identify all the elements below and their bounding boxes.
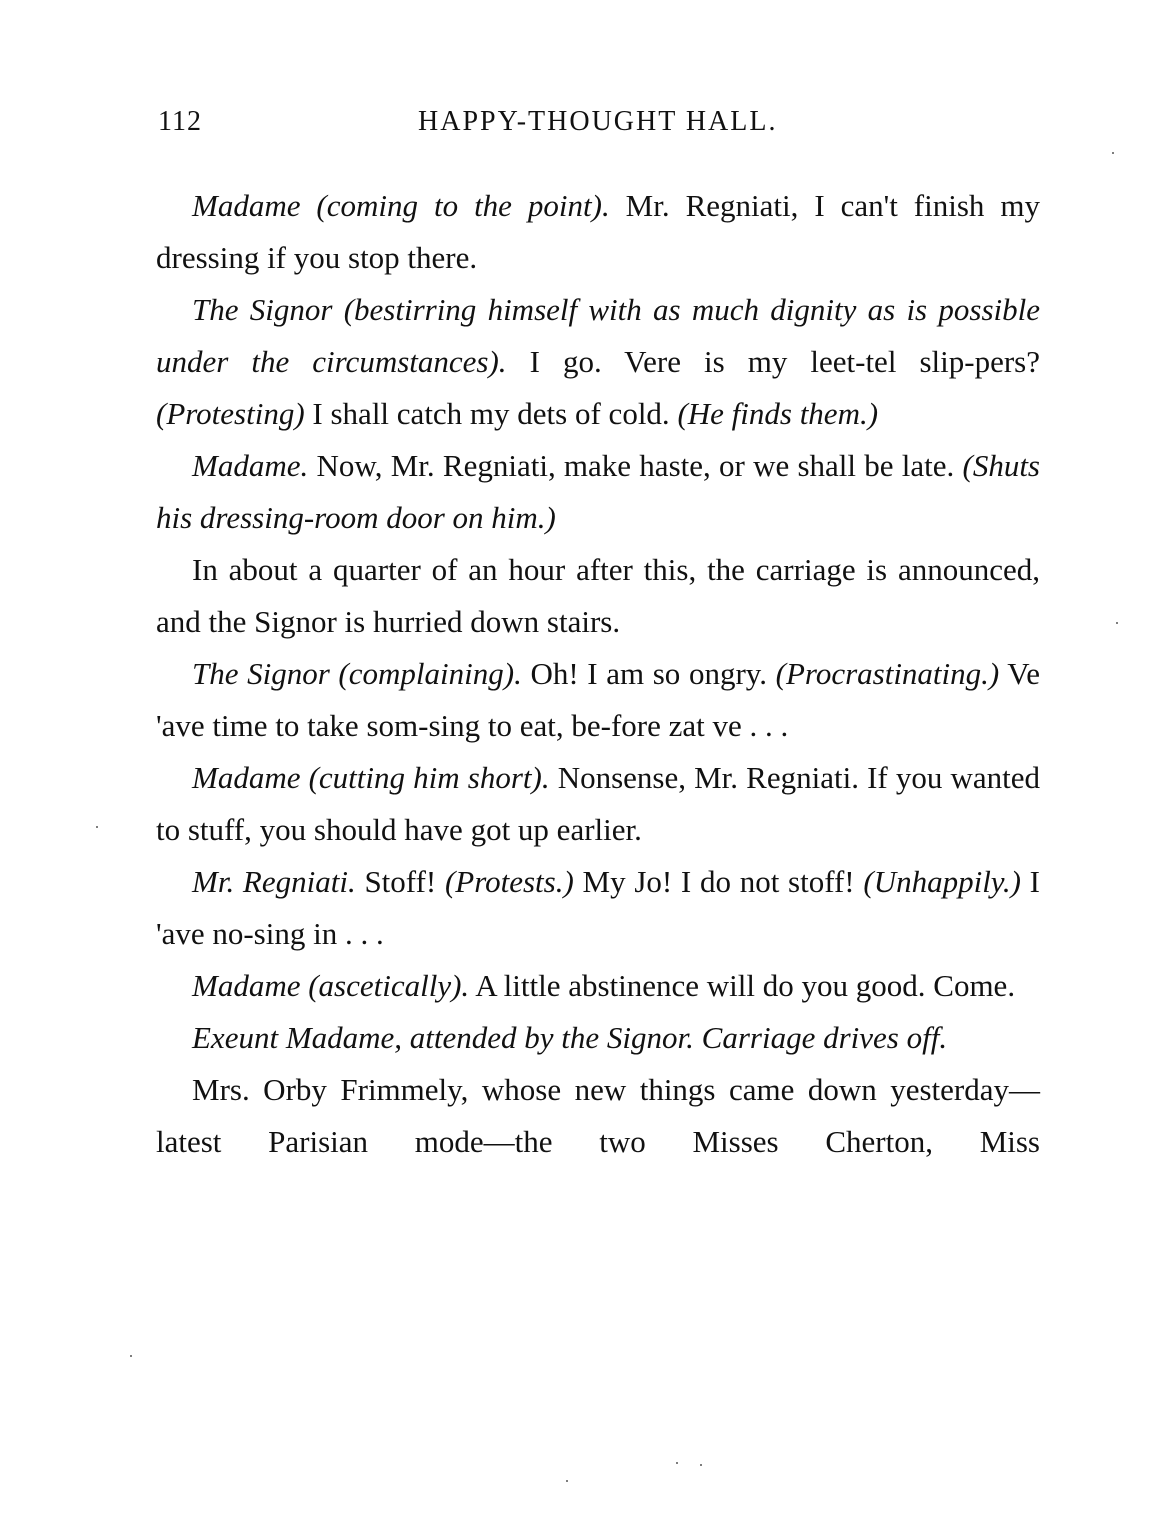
stage-direction-text: (Protests.) [444, 864, 574, 899]
paragraph [156, 440, 1040, 544]
stage-direction-text: Mr. Regniati. [192, 864, 356, 899]
paragraph-text: Now, Mr. Regniati, make haste, or we shall be late. [308, 448, 963, 483]
page-number: 112 [158, 106, 202, 137]
running-title: HAPPY-THOUGHT HALL. [418, 106, 778, 137]
scan-speck [96, 826, 98, 828]
scan-speck [676, 1462, 678, 1464]
paragraph-text: Mr. Regniati, I can't finish my dressing if you stop there. [156, 188, 1040, 275]
paragraph [156, 960, 1040, 1012]
paragraph-text: Oh! I am so ongry. [521, 656, 776, 691]
paragraph [156, 752, 1040, 856]
scan-speck [1112, 152, 1114, 154]
paragraph-text: Mrs. Orby Frimmely, whose new things came down yesterday—latest Parisian mode—the two Misses Cherton, Miss [156, 1072, 1040, 1159]
paragraph-text: Ve 'ave time to take som-sing to eat, be-fore zat ve . . . [156, 656, 1041, 743]
paragraph-text: Stoff! [355, 864, 445, 899]
stage-direction-text: (Procrastinating.) [775, 656, 1000, 691]
stage-direction-text: (Protesting) [156, 396, 305, 431]
stage-direction-text: The Signor (complaining). [192, 656, 522, 691]
body-text [156, 180, 1040, 1168]
paragraph-text: Nonsense, Mr. Regniati. If you wanted to stuff, you should have got up earlier. [156, 760, 1040, 847]
page-header [158, 106, 1038, 146]
paragraph [156, 1012, 1040, 1064]
stage-direction-text: (Shuts his dressing-room door on him.) [156, 448, 1040, 535]
stage-direction-text: Madame (coming to the point). [192, 188, 610, 223]
scan-speck [700, 1464, 702, 1466]
stage-direction-text: Madame. [192, 448, 309, 483]
paragraph-text: I go. Vere is my leet-tel slip-pers? [506, 344, 1040, 379]
scan-speck [130, 1355, 132, 1357]
paragraph-text: A little abstinence will do you good. Come. [469, 968, 1016, 1003]
stage-direction-text: (He finds them.) [677, 396, 879, 431]
paragraph [156, 1064, 1040, 1168]
paragraph [156, 544, 1040, 648]
paragraph-text: In about a quarter of an hour after this, the carriage is announced, and the Signor is hurried down stairs. [156, 552, 1040, 639]
stage-direction-text: Exeunt Madame, attended by the Signor. Carriage drives off. [192, 1020, 948, 1055]
paragraph [156, 648, 1040, 752]
paragraph [156, 856, 1040, 960]
scan-speck [1116, 622, 1118, 624]
stage-direction-text: (Unhappily.) [863, 864, 1021, 899]
paragraph [156, 284, 1040, 440]
paragraph-text: My Jo! I do not stoff! [573, 864, 864, 899]
stage-direction-text: The Signor (bestirring himself with as much dignity as is possible under the circumstances). [156, 292, 1040, 379]
paragraph-text: I 'ave no-sing in . . . [156, 864, 1040, 951]
scan-speck [566, 1480, 568, 1482]
paragraph-text: I shall catch my dets of cold. [304, 396, 678, 431]
stage-direction-text: Madame (ascetically). [192, 968, 470, 1003]
stage-direction-text: Madame (cutting him short). [192, 760, 550, 795]
paragraph [156, 180, 1040, 284]
